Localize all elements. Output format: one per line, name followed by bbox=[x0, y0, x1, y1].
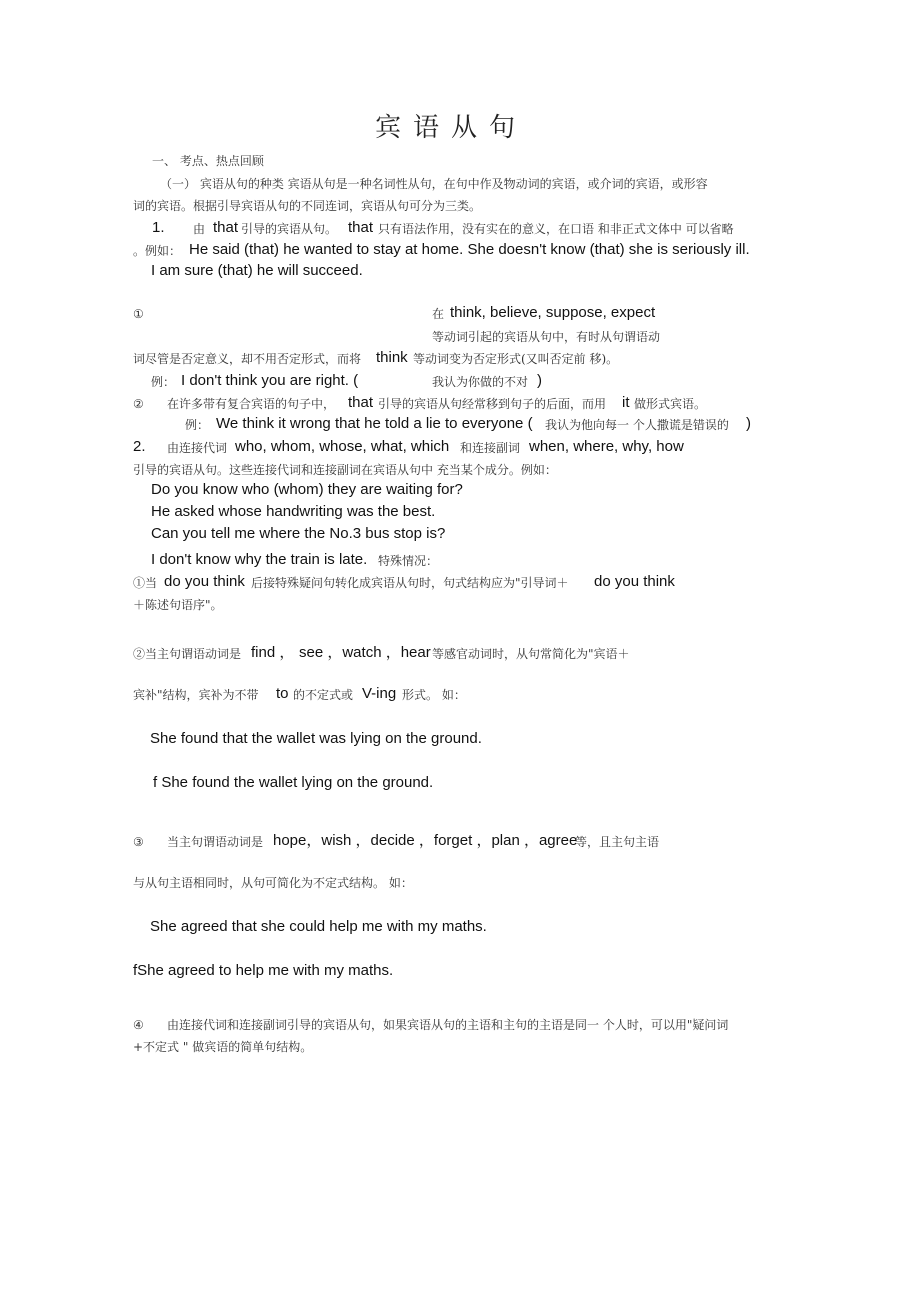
item-2-text-b: who, whom, whose, what, which bbox=[235, 438, 450, 455]
note-2-translation: 我认为他向每一 个人撒谎是错误的 bbox=[545, 418, 729, 432]
special-2-text-f: to bbox=[276, 685, 289, 702]
item-1-example-2: I am sure (that) he will succeed. bbox=[151, 262, 363, 279]
special-4-marker: ④ bbox=[133, 1018, 144, 1032]
item-2-example-4: I don't know why the train is late. bbox=[151, 551, 368, 568]
special-1-text-c: 后接特殊疑问句转化成宾语从句时，句式结构应为"引导词＋ bbox=[251, 576, 569, 590]
item-2-text-d: when, where, why, how bbox=[529, 438, 684, 455]
special-4-text-b: +不定式 " 做宾语的简单句结构。 bbox=[133, 1040, 313, 1054]
page-title: 宾语从句 bbox=[375, 113, 528, 143]
note-2-text-e: 做形式宾语。 bbox=[634, 397, 707, 411]
note-1-marker: ① bbox=[133, 307, 144, 321]
special-2-text-c: see ，watch ，hear bbox=[299, 644, 431, 661]
special-3-text-a: 当主句谓语动词是 bbox=[167, 835, 264, 849]
special-2-text-e: 宾补"结构，宾补为不带 bbox=[133, 688, 259, 702]
special-2-text-b: find ， bbox=[251, 644, 295, 661]
item-1-text-b: that bbox=[213, 219, 239, 236]
item-1-text-e: 只有语法作用，没有实在的意义，在口语 和非正式文体中 可以省略 bbox=[378, 222, 734, 236]
item-2-number: 2. bbox=[133, 438, 146, 455]
item-2-text-e: 引导的宾语从句。这些连接代词和连接副词在宾语从句中 充当某个成分。例如： bbox=[133, 463, 557, 477]
item-2-example-1: Do you know who (whom) they are waiting for? bbox=[151, 481, 463, 498]
intro-line-2: 词的宾语。根据引导宾语从句的不同连词，宾语从句可分为三类。 bbox=[133, 199, 482, 213]
special-2-text-a: ②当主句谓语动词是 bbox=[133, 647, 242, 661]
item-2-example-2: He asked whose handwriting was the best. bbox=[151, 503, 436, 520]
note-1-text-d: 词尽管是否定意义，却不用否定形式，而将 bbox=[133, 352, 362, 366]
special-2-text-g: 的不定式或 bbox=[293, 688, 354, 702]
note-2-example-label: 例： bbox=[185, 418, 210, 432]
special-2-text-h: V-ing bbox=[362, 685, 397, 702]
item-1-text-a: 由 bbox=[193, 222, 206, 236]
note-1-text-b: think, believe, suppose, expect bbox=[450, 304, 656, 321]
item-1-number: 1. bbox=[152, 219, 165, 236]
special-3-example-1: She agreed that she could help me with my maths. bbox=[150, 918, 487, 935]
item-2-text-c: 和连接副词 bbox=[460, 441, 521, 455]
special-2-text-i: 形式。 如： bbox=[402, 688, 466, 702]
item-2-text-a: 由连接代词 bbox=[167, 441, 228, 455]
note-2-marker: ② bbox=[133, 397, 144, 411]
note-2-text-b: that bbox=[348, 394, 374, 411]
note-2-text-a: 在许多带有复合宾语的句子中， bbox=[167, 397, 336, 411]
item-1-example-1: He said (that) he wanted to stay at home. She doesn't know (that) she is seriously ill. bbox=[189, 241, 750, 258]
note-1-text-e: think bbox=[376, 349, 408, 366]
note-2-example: We think it wrong that he told a lie to everyone ( bbox=[216, 415, 533, 432]
item-2-example-3: Can you tell me where the No.3 bus stop is? bbox=[151, 525, 446, 542]
note-1-text-c: 等动词引起的宾语从句中，有时从句谓语动 bbox=[432, 330, 661, 344]
special-1-text-a: ①当 bbox=[133, 576, 158, 590]
special-1-text-b: do you think bbox=[164, 573, 245, 590]
special-3-text-c: 等，且主句主语 bbox=[575, 835, 660, 849]
note-2-text-c: 引导的宾语从句经常移到句子的后面，而用 bbox=[378, 397, 607, 411]
note-1-example-label: 例： bbox=[151, 375, 176, 389]
section-heading: 一、 考点、热点回顾 bbox=[152, 154, 264, 168]
special-4-text-a: 由连接代词和连接副词引导的宾语从句，如果宾语从句的主语和主句的主语是同一 个人时，可以用"疑问词 bbox=[167, 1018, 729, 1032]
special-2-example-2: f She found the wallet lying on the ground. bbox=[153, 774, 434, 791]
special-1-text-d: do you think bbox=[594, 573, 675, 590]
note-2-close-paren: ) bbox=[746, 415, 751, 432]
item-1-text-c: 引导的宾语从句。 bbox=[241, 222, 338, 236]
special-cases-label: 特殊情况： bbox=[378, 554, 439, 568]
special-2-example-1: She found that the wallet was lying on the ground. bbox=[150, 730, 482, 747]
note-1-example: I don't think you are right. ( bbox=[181, 372, 359, 389]
item-1-example-label: 。例如： bbox=[133, 244, 182, 258]
special-1-text-e: ＋陈述句语序"。 bbox=[133, 598, 223, 612]
item-1-text-d: that bbox=[348, 219, 374, 236]
special-3-marker: ③ bbox=[133, 835, 144, 849]
special-3-text-d: 与从句主语相同时，从句可简化为不定式结构。 如： bbox=[133, 876, 413, 890]
note-2-text-d: it bbox=[622, 394, 630, 411]
note-1-translation: 我认为你做的不对 bbox=[432, 375, 529, 389]
note-1-text-a: 在 bbox=[432, 307, 445, 321]
intro-line-1: （一） 宾语从句的种类 宾语从句是一种名词性从句，在句中作及物动词的宾语，或介词的宾语，或形容 bbox=[160, 177, 708, 191]
note-1-text-f: 等动词变为否定形式(又叫否定前 移)。 bbox=[413, 352, 619, 366]
special-3-example-2: fShe agreed to help me with my maths. bbox=[133, 962, 394, 979]
note-1-close-paren: ) bbox=[537, 372, 542, 389]
special-3-text-b: hope，wish ，decide ，forget ，plan ，agree bbox=[273, 832, 578, 849]
special-2-text-d: 等感官动词时，从句常简化为"宾语＋ bbox=[432, 647, 630, 661]
